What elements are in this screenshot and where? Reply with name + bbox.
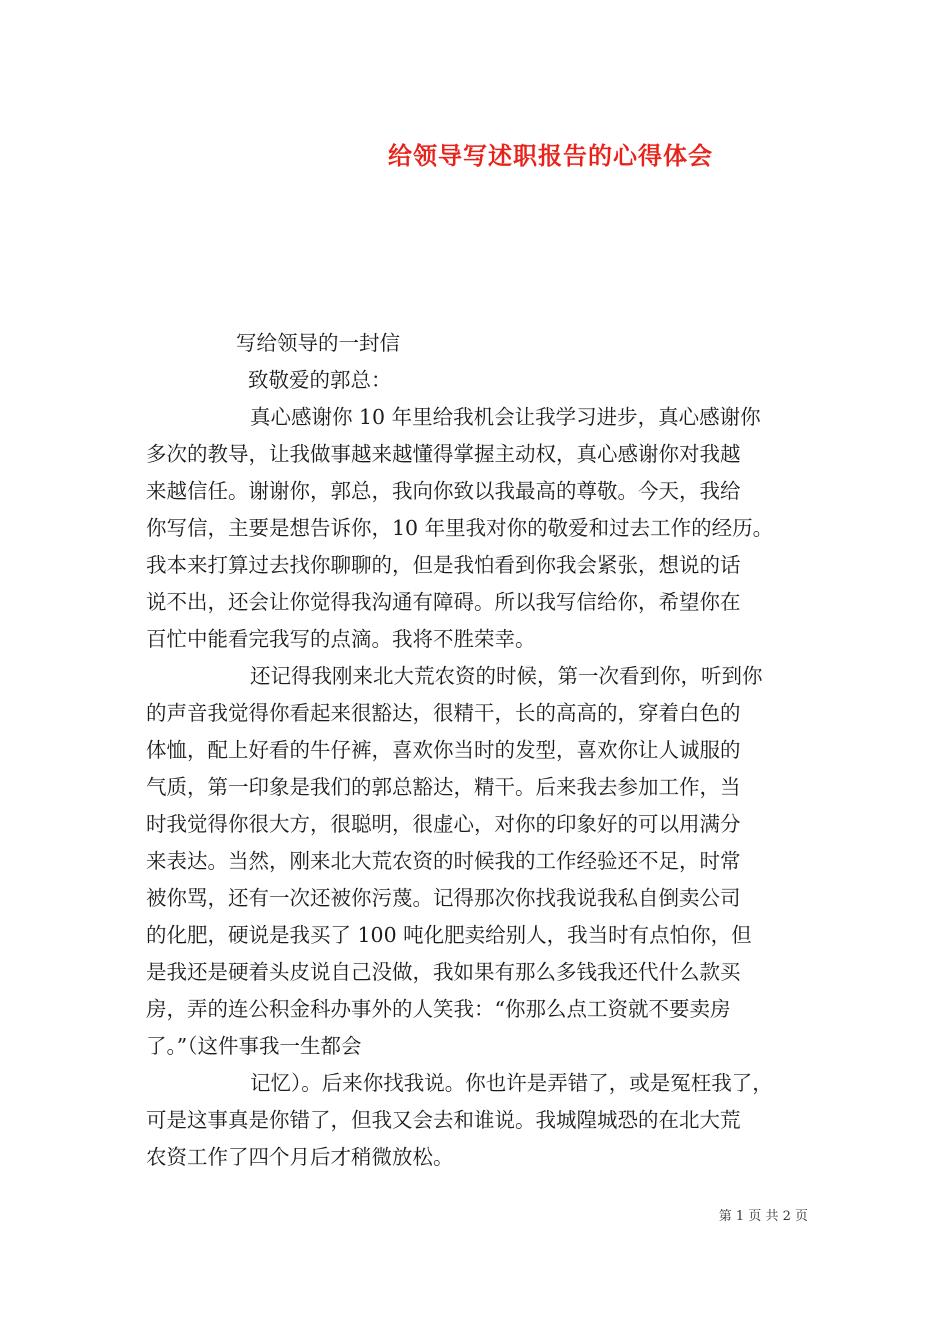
paragraph-line: 农资工作了四个月后才稍微放松。 (146, 1145, 454, 1169)
paragraph-2 (146, 658, 818, 1065)
paragraph-line: 我本来打算过去找你聊聊的，但是我怕看到你我会紧张，想说的话 (146, 553, 741, 577)
paragraph-3 (146, 1065, 818, 1176)
paragraph-line: 还记得我刚来北大荒农资的时候，第一次看到你，听到你 (250, 664, 763, 688)
paragraph-line: 房，弄的连公积金科办事外的人笑我：“你那么点工资就不要卖房 (146, 997, 731, 1021)
document-title: 给领导写述职报告的心得体会 (388, 141, 713, 170)
paragraph-line: 的化肥，硬说是我买了 100 吨化肥卖给别人，我当时有点怕你，但 (146, 923, 752, 947)
paragraph-line: 气质，第一印象是我们的郭总豁达，精干。后来我去参加工作，当 (146, 775, 741, 799)
paragraph-line: 可是这事真是你错了，但我又会去和谁说。我城隍城恐的在北大荒 (146, 1108, 741, 1132)
paragraph-line: 多次的教导，让我做事越来越懂得掌握主动权，真心感谢你对我越 (146, 442, 741, 466)
paragraph-line: 被你骂，还有一次还被你污蔑。记得那次你找我说我私自倒卖公司 (146, 886, 741, 910)
paragraph-line: 说不出，还会让你觉得我沟通有障碍。所以我写信给你，希望你在 (146, 590, 741, 614)
paragraph-line: 的声音我觉得你看起来很豁达，很精干，长的高高的，穿着白色的 (146, 701, 741, 725)
paragraph-line: 体恤，配上好看的牛仔裤，喜欢你当时的发型，喜欢你让人诚服的 (146, 738, 741, 762)
paragraph-line: 你写信，主要是想告诉你，10 年里我对你的敬爱和过去工作的经历。 (146, 516, 774, 540)
paragraph-1 (146, 399, 818, 658)
page-footer: 第 1 页 共 2 页 (718, 1209, 808, 1224)
letter-heading: 写给领导的一封信 (236, 331, 400, 355)
paragraph-line: 百忙中能看完我写的点滴。我将不胜荣幸。 (146, 627, 536, 651)
paragraph-line: 时我觉得你很大方，很聪明，很虚心，对你的印象好的可以用满分 (146, 812, 741, 836)
paragraph-line: 记忆）。后来你找我说。你也许是弄错了，或是冤枉我了， (250, 1071, 773, 1095)
paragraph-line: 真心感谢你 10 年里给我机会让我学习进步，真心感谢你 (250, 405, 761, 429)
paragraph-line: 来越信任。谢谢你，郭总，我向你致以我最高的尊敬。今天，我给 (146, 479, 741, 503)
paragraph-line: 来表达。当然，刚来北大荒农资的时候我的工作经验还不足，时常 (146, 849, 741, 873)
paragraph-line: 了。”（这件事我一生都会 (146, 1034, 362, 1058)
paragraph-line: 是我还是硬着头皮说自己没做，我如果有那么多钱我还代什么款买 (146, 960, 741, 984)
letter-salutation: 致敬爱的郭总： (248, 368, 392, 392)
